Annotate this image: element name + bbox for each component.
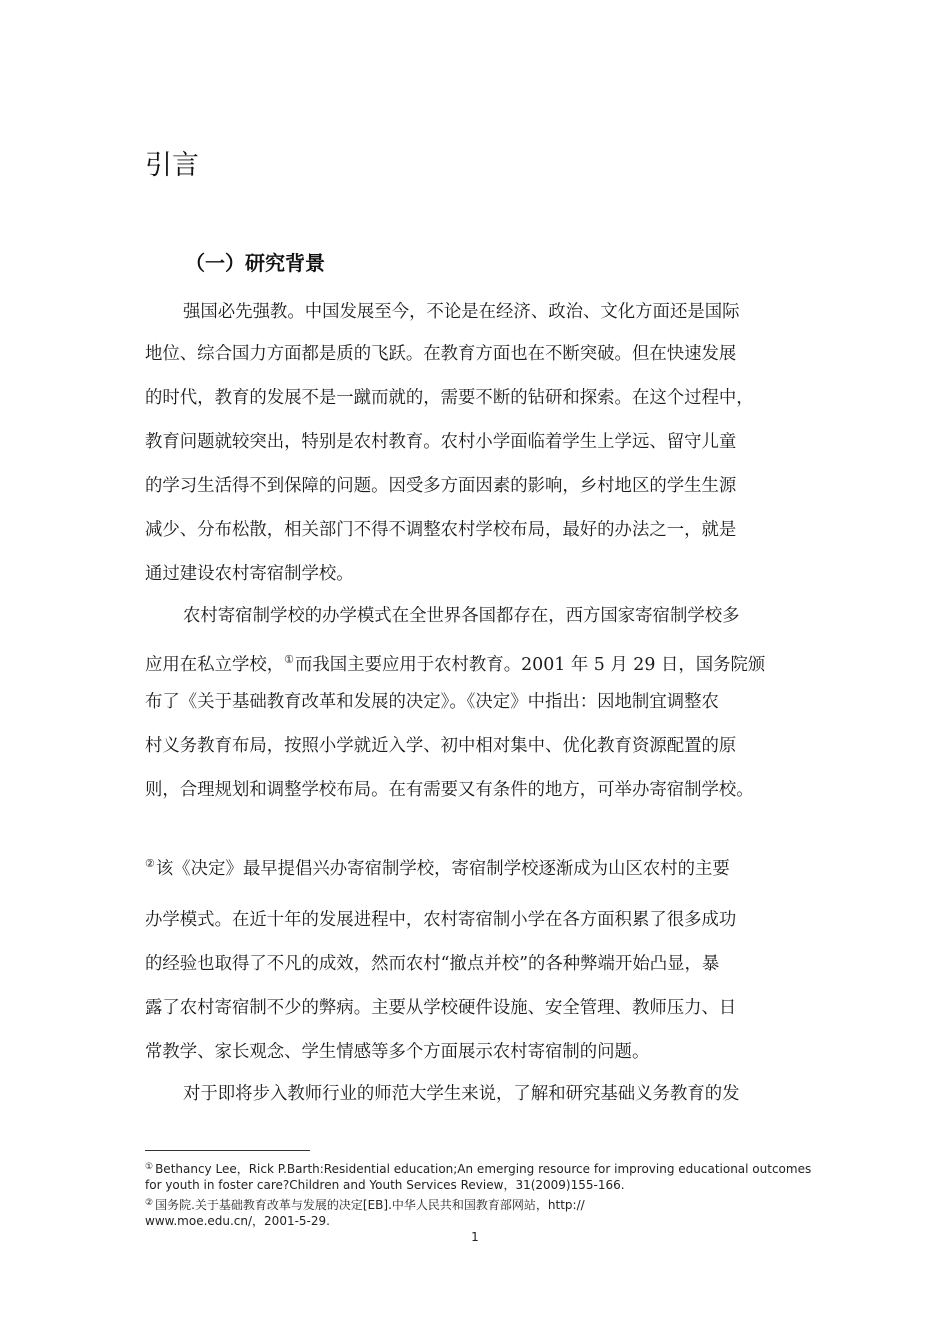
- paragraph-line: 的时代，教育的发展不是一蹴而就的，需要不断的钻研和探索。在这个过程中，: [145, 388, 754, 408]
- footnote-text: 国务院.关于基础教育改革与发展的决定[EB].中华人民共和国教育部网站，http://: [155, 1198, 585, 1212]
- page-title: 引言: [145, 150, 199, 181]
- footnote-1-continued: for youth in foster care?Children and Youth Services Review，31(2009)155-166.: [145, 1178, 625, 1192]
- paragraph-line: [145, 645, 825, 680]
- page-number: 1: [471, 1230, 479, 1244]
- paragraph-line: 地位、综合国力方面都是质的飞跃。在教育方面也在不断突破。但在快速发展: [145, 344, 737, 364]
- paragraph-line: 露了农村寄宿制不少的弊病。主要从学校硬件设施、安全管理、教师压力、日: [145, 998, 737, 1018]
- footnote-1: [145, 1158, 845, 1178]
- footnote-2-continued: www.moe.edu.cn/，2001-5-29.: [145, 1214, 330, 1228]
- paragraph-line: 农村寄宿制学校的办学模式在全世界各国都存在，西方国家寄宿制学校多: [183, 606, 740, 626]
- footnote-divider: [145, 1150, 310, 1151]
- footnote-2: [145, 1194, 845, 1214]
- footnote-reference-2[interactable]: ②: [145, 857, 155, 870]
- paragraph-line: 对于即将步入教师行业的师范大学生来说，了解和研究基础义务教育的发: [183, 1084, 740, 1104]
- footnote-reference-1[interactable]: ①: [284, 653, 295, 666]
- paragraph-line: [145, 849, 825, 884]
- footnote-mark: ②: [145, 1198, 154, 1208]
- paragraph-text: 该《决定》最早提倡兴办寄宿制学校，寄宿制学校逐渐成为山区农村的主要: [155, 859, 730, 879]
- paragraph-line: 的学习生活得不到保障的问题。因受多方面因素的影响，乡村地区的学生生源: [145, 476, 737, 496]
- paragraph-line: 的经验也取得了不凡的成效，然而农村“撤点并校”的各种弊端开始凸显，暴: [145, 954, 720, 974]
- paragraph-line: 常教学、家长观念、学生情感等多个方面展示农村寄宿制的问题。: [145, 1042, 650, 1062]
- paragraph-line: 布了《关于基础教育改革和发展的决定》。《决定》中指出：因地制宜调整农: [145, 692, 719, 712]
- paragraph-line: 强国必先强教。中国发展至今，不论是在经济、政治、文化方面还是国际: [183, 302, 740, 322]
- paragraph-line: 减少、分布松散，相关部门不得不调整农村学校布局，最好的办法之一，就是: [145, 520, 737, 540]
- footnote-text: Bethancy Lee，Rick P.Barth:Residential education;An emerging resource for improving educational outcomes: [155, 1162, 812, 1176]
- paragraph-line: 则，合理规划和调整学校布局。在有需要又有条件的地方，可举办寄宿制学校。: [145, 780, 754, 800]
- paragraph-line: 通过建设农村寄宿制学校。: [145, 564, 354, 584]
- paragraph-text: 而我国主要应用于农村教育。2001 年 5 月 29 日，国务院颁: [295, 655, 766, 675]
- paragraph-line: 村义务教育布局，按照小学就近入学、初中相对集中、优化教育资源配置的原: [145, 736, 737, 756]
- paragraph-text: 应用在私立学校，: [145, 655, 285, 675]
- paragraph-line: 教育问题就较突出，特别是农村教育。农村小学面临着学生上学远、留守儿童: [145, 432, 737, 452]
- footnote-mark: ①: [145, 1162, 154, 1172]
- paragraph-line: 办学模式。在近十年的发展进程中，农村寄宿制小学在各方面积累了很多成功: [145, 910, 737, 930]
- section-heading: （一）研究背景: [185, 251, 325, 275]
